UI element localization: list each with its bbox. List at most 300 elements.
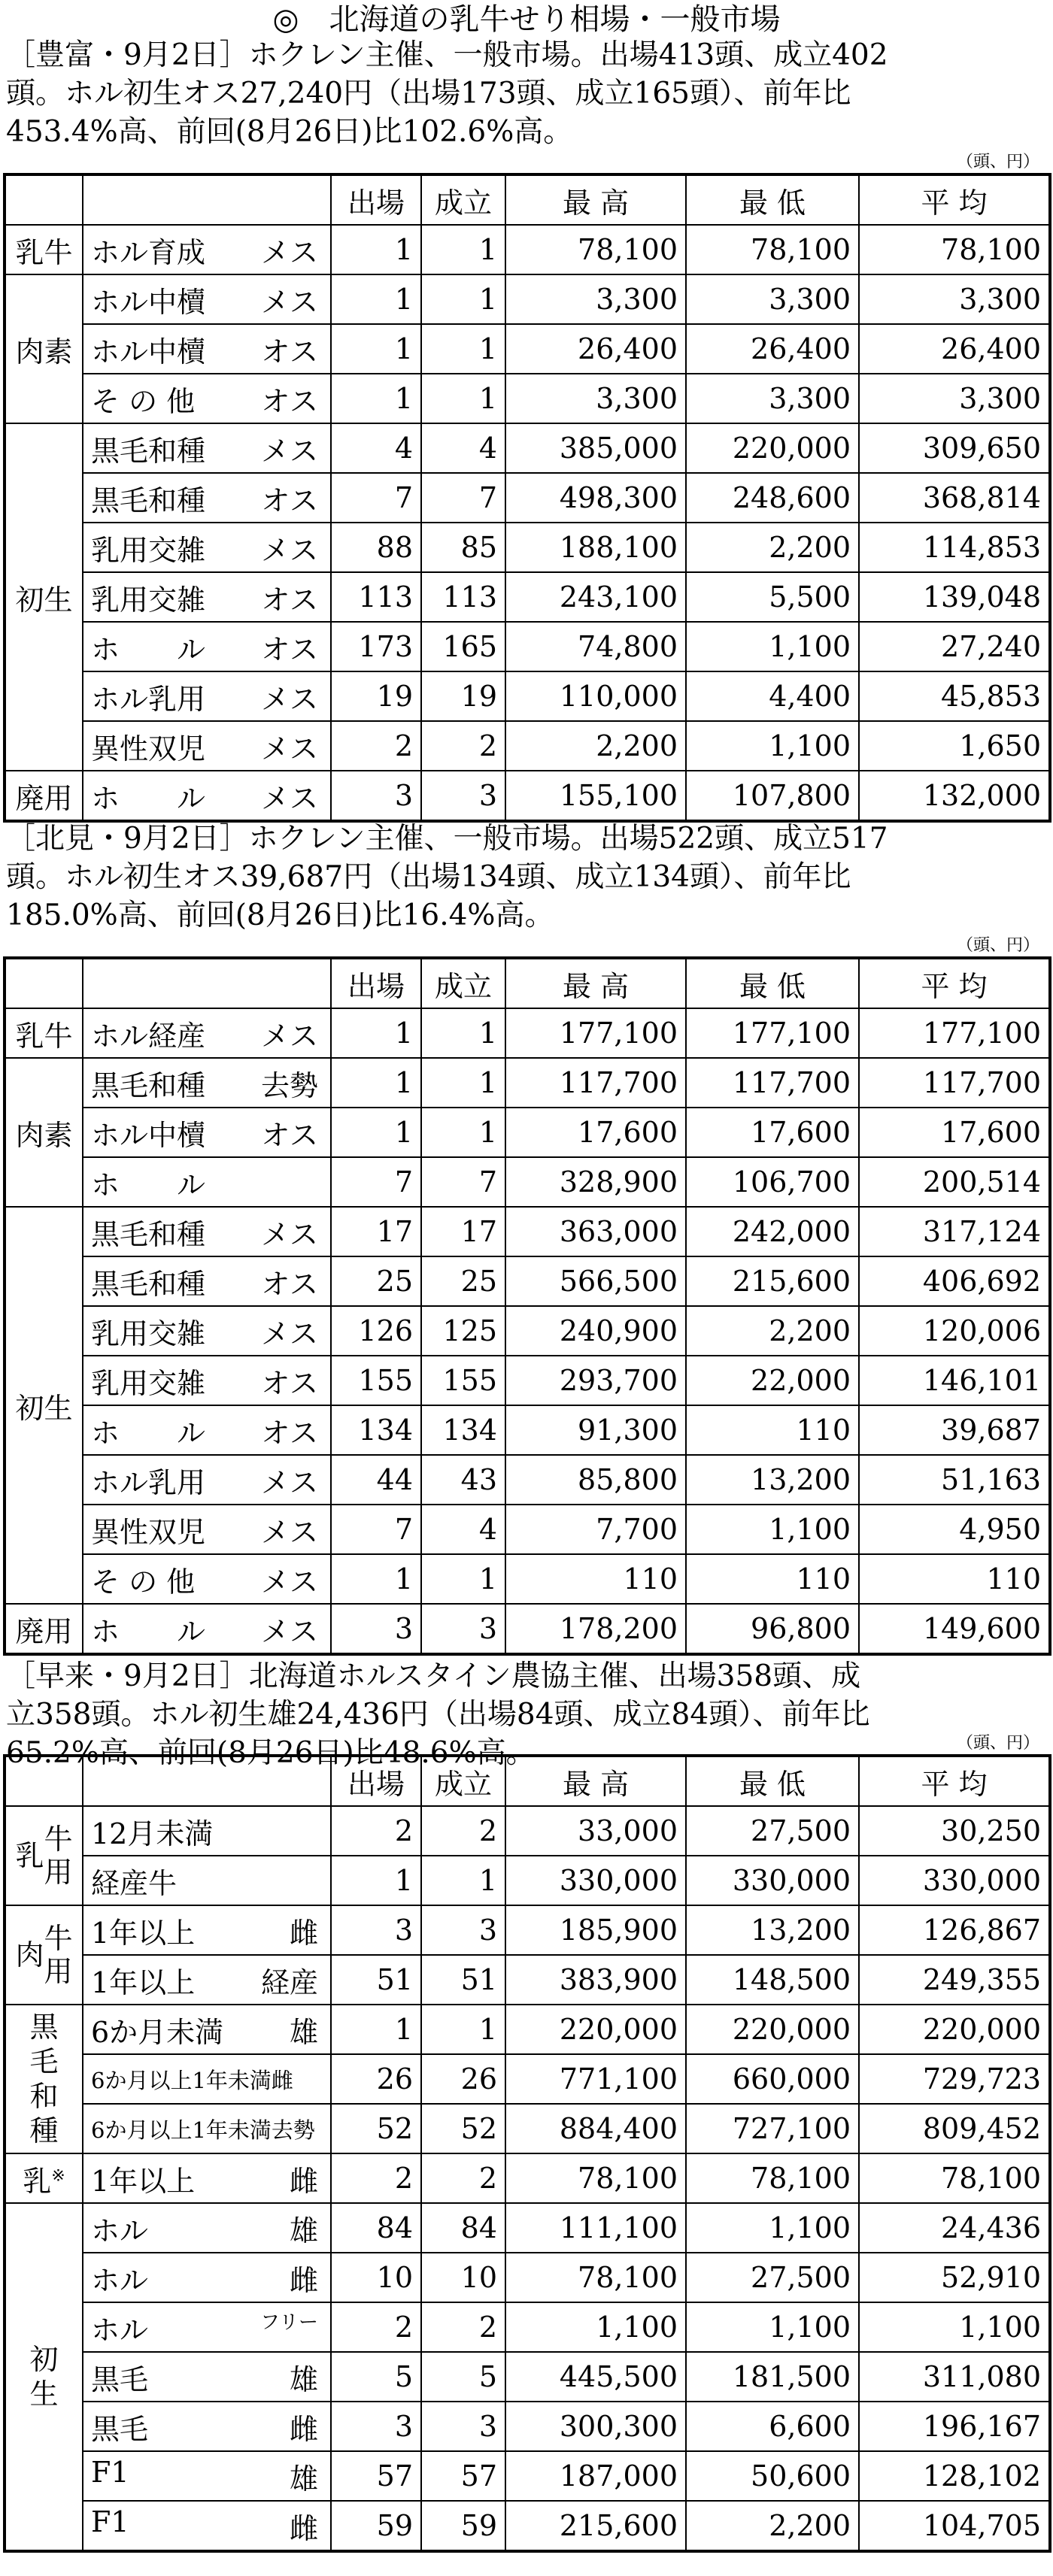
row-label <box>83 2005 331 2054</box>
row-label-sex: メス <box>260 285 318 319</box>
row-label-sex <box>318 2114 323 2144</box>
value-cell: 4,400 <box>686 671 859 721</box>
value-cell: 59 <box>421 2501 505 2551</box>
table-row <box>5 771 1050 821</box>
value-cell: 181,500 <box>686 2352 859 2402</box>
value-cell: 1 <box>331 2005 421 2054</box>
row-label-kind: ホ ル <box>91 632 206 666</box>
table-row <box>5 523 1050 572</box>
value-cell: 215,600 <box>505 2501 686 2551</box>
value-cell: 51 <box>421 1955 505 2005</box>
value-cell: 78,100 <box>686 225 859 274</box>
row-label-sex: 去勢 <box>260 1068 318 1102</box>
value-cell: 188,100 <box>505 523 686 572</box>
value-cell: 566,500 <box>505 1256 686 1306</box>
kitami-intro <box>6 820 1048 935</box>
value-cell: 177,100 <box>686 1008 859 1058</box>
value-cell: 240,900 <box>505 1306 686 1356</box>
value-cell: 2 <box>331 2153 421 2203</box>
value-cell: 5 <box>421 2352 505 2402</box>
value-cell: 96,800 <box>686 1604 859 1654</box>
value-cell: 385,000 <box>505 423 686 473</box>
row-label-kind: 乳用交雑 <box>91 1317 206 1350</box>
value-cell: 126,867 <box>859 1905 1050 1955</box>
value-cell: 104,705 <box>859 2501 1050 2551</box>
value-cell: 17 <box>331 1207 421 1256</box>
row-label-kind: ホル中櫝 <box>91 1118 206 1152</box>
value-cell: 120,006 <box>859 1306 1050 1356</box>
row-label-sex: メス <box>260 1565 318 1599</box>
row-label-sex: 雌 <box>289 2263 318 2297</box>
value-cell: 51 <box>331 1955 421 2005</box>
value-cell: 1 <box>331 1058 421 1108</box>
unit-note: （頭、円） <box>956 936 1039 955</box>
column-header: 平 均 <box>859 958 1050 1008</box>
value-cell: 126 <box>331 1306 421 1356</box>
row-label-kind: 黒毛和種 <box>91 1217 206 1251</box>
row-label <box>83 1356 331 1405</box>
table-row <box>5 1604 1050 1654</box>
toyotomi-intro <box>6 36 1048 151</box>
value-cell: 22,000 <box>686 1356 859 1405</box>
value-cell: 1 <box>331 274 421 324</box>
row-label-sex: オス <box>261 1416 318 1450</box>
row-label <box>83 1058 331 1108</box>
value-cell: 3 <box>421 2402 505 2451</box>
column-header: 最 高 <box>505 174 686 225</box>
column-header: 成立 <box>421 174 505 225</box>
row-label-sex: 雄 <box>289 2462 318 2496</box>
value-cell: 3,300 <box>505 274 686 324</box>
value-cell: 88 <box>331 523 421 572</box>
table-row <box>5 1306 1050 1356</box>
value-cell: 1,100 <box>686 1505 859 1554</box>
value-cell: 1 <box>331 1856 421 1905</box>
table-row <box>5 721 1050 771</box>
row-label-kind: ホル <box>91 2214 149 2247</box>
row-label <box>83 2253 331 2302</box>
value-cell: 24,436 <box>859 2203 1050 2253</box>
value-cell: 78,100 <box>859 225 1050 274</box>
value-cell: 293,700 <box>505 1356 686 1405</box>
value-cell: 3,300 <box>505 374 686 423</box>
table-row <box>5 1955 1050 2005</box>
value-cell: 13,200 <box>686 1905 859 1955</box>
value-cell: 7 <box>331 1157 421 1207</box>
value-cell: 110,000 <box>505 671 686 721</box>
value-cell: 110 <box>686 1405 859 1455</box>
row-label <box>83 423 331 473</box>
value-cell: 19 <box>421 671 505 721</box>
row-label-kind: 1年以上 <box>91 2164 196 2198</box>
category-cell: 廃用 <box>5 1604 83 1654</box>
header-blank <box>83 174 331 225</box>
column-header: 最 低 <box>686 1756 859 1806</box>
table-row <box>5 1806 1050 1856</box>
row-label <box>83 1306 331 1356</box>
category-cell: 肉素 <box>5 1058 83 1207</box>
header-blank <box>83 1756 331 1806</box>
value-cell: 155,100 <box>505 771 686 821</box>
row-label-sex: メス <box>260 235 318 269</box>
value-cell: 177,100 <box>859 1008 1050 1058</box>
row-label <box>83 274 331 324</box>
value-cell: 132,000 <box>859 771 1050 821</box>
row-label <box>83 2451 331 2501</box>
row-label-kind: 6か月未満 <box>91 2015 224 2049</box>
table-row <box>5 1455 1050 1505</box>
header-blank <box>83 958 331 1008</box>
value-cell: 3 <box>331 771 421 821</box>
row-label-kind: 黒毛 <box>91 2412 149 2446</box>
row-label <box>83 1554 331 1604</box>
row-label-sex <box>318 2064 323 2095</box>
value-cell: 44 <box>331 1455 421 1505</box>
column-header: 最 高 <box>505 1756 686 1806</box>
row-label-kind: 黒毛和種 <box>91 434 206 468</box>
page-title: ◎ 北海道の乳牛せり相場・一般市場 <box>272 2 781 37</box>
value-cell: 1,650 <box>859 721 1050 771</box>
value-cell: 117,700 <box>686 1058 859 1108</box>
row-label-kind: ホル育成 <box>91 235 206 269</box>
value-cell: 3,300 <box>859 374 1050 423</box>
value-cell: 78,100 <box>505 225 686 274</box>
row-label <box>83 225 331 274</box>
row-label-sex: オス <box>261 1366 318 1400</box>
row-label-sex: オス <box>261 335 318 368</box>
value-cell: 10 <box>421 2253 505 2302</box>
row-label-sex: メス <box>260 1515 318 1549</box>
value-cell: 17,600 <box>859 1108 1050 1157</box>
row-label-sex: 雌 <box>289 1916 318 1950</box>
row-label-kind: ホル中櫝 <box>91 335 206 368</box>
row-label-kind: 6か月以上1年未満去勢 <box>91 2117 315 2143</box>
value-cell: 3,300 <box>686 374 859 423</box>
table-row <box>5 2402 1050 2451</box>
column-header: 成立 <box>421 1756 505 1806</box>
value-cell: 27,500 <box>686 1806 859 1856</box>
value-cell: 178,200 <box>505 1604 686 1654</box>
row-label-sex <box>318 1811 323 1852</box>
value-cell: 1 <box>421 1058 505 1108</box>
toyotomi-intro-line: ［豊富・9月2日］ホクレン主催、一般市場。出場413頭、成立402 <box>6 38 888 72</box>
value-cell: 91,300 <box>505 1405 686 1455</box>
value-cell: 139,048 <box>859 572 1050 622</box>
row-label-sex: メス <box>260 732 318 765</box>
row-label-sex: フリー <box>260 2311 318 2334</box>
value-cell: 3 <box>331 1905 421 1955</box>
value-cell: 406,692 <box>859 1256 1050 1306</box>
column-header: 平 均 <box>859 1756 1050 1806</box>
row-label-kind: 1年以上 <box>91 1916 196 1950</box>
value-cell: 17,600 <box>505 1108 686 1157</box>
value-cell: 1 <box>421 374 505 423</box>
row-label-sex: オス <box>261 384 318 418</box>
category-cell: 乳牛 <box>5 1008 83 1058</box>
row-label <box>83 1455 331 1505</box>
value-cell: 2 <box>421 1806 505 1856</box>
value-cell: 85,800 <box>505 1455 686 1505</box>
value-cell: 125 <box>421 1306 505 1356</box>
value-cell: 17,600 <box>686 1108 859 1157</box>
value-cell: 113 <box>421 572 505 622</box>
value-cell: 383,900 <box>505 1955 686 2005</box>
value-cell: 1 <box>331 1554 421 1604</box>
column-header: 最 低 <box>686 958 859 1008</box>
value-cell: 309,650 <box>859 423 1050 473</box>
value-cell: 10 <box>331 2253 421 2302</box>
value-cell: 59 <box>331 2501 421 2551</box>
value-cell: 85 <box>421 523 505 572</box>
row-label-sex: 雌 <box>289 2412 318 2446</box>
value-cell: 3 <box>421 1604 505 1654</box>
toyotomi-intro-line: 頭。ホル初生オス27,240円（出場173頭、成立165頭）、前年比 <box>6 77 851 111</box>
value-cell: 187,000 <box>505 2451 686 2501</box>
header-row <box>5 174 1050 225</box>
value-cell: 50,600 <box>686 2451 859 2501</box>
row-label-kind: F1 <box>91 2455 129 2489</box>
row-label-kind: ホ ル <box>91 1614 206 1648</box>
value-cell: 185,900 <box>505 1905 686 1955</box>
value-cell: 5 <box>331 2352 421 2402</box>
row-label-sex: メス <box>260 781 318 815</box>
row-label-kind: 黒毛 <box>91 2362 149 2396</box>
row-label <box>83 572 331 622</box>
value-cell: 4 <box>421 1505 505 1554</box>
category-cell: 肉 牛 用 <box>5 1905 83 2005</box>
value-cell: 25 <box>331 1256 421 1306</box>
table-row <box>5 671 1050 721</box>
value-cell: 113 <box>331 572 421 622</box>
row-label-sex: メス <box>260 1614 318 1648</box>
row-label-kind: ホ ル <box>91 781 206 815</box>
row-label-sex: 経産 <box>260 1965 318 1999</box>
value-cell: 2 <box>331 2302 421 2352</box>
value-cell: 2 <box>421 2153 505 2203</box>
value-cell: 1 <box>331 374 421 423</box>
value-cell: 110 <box>859 1554 1050 1604</box>
value-cell: 4 <box>421 423 505 473</box>
row-label <box>83 721 331 771</box>
row-label-sex: メス <box>260 533 318 567</box>
value-cell: 1 <box>421 225 505 274</box>
value-cell: 52 <box>331 2104 421 2153</box>
value-cell: 3 <box>331 2402 421 2451</box>
value-cell: 78,100 <box>686 2153 859 2203</box>
value-cell: 1 <box>331 1108 421 1157</box>
value-cell: 3,300 <box>859 274 1050 324</box>
table-row <box>5 473 1050 523</box>
column-header: 出場 <box>331 1756 421 1806</box>
table-row <box>5 622 1050 671</box>
table-row <box>5 1157 1050 1207</box>
value-cell: 4 <box>331 423 421 473</box>
value-cell: 1,100 <box>859 2302 1050 2352</box>
value-cell: 2,200 <box>686 523 859 572</box>
value-cell: 1 <box>331 324 421 374</box>
table-row <box>5 1905 1050 1955</box>
value-cell: 220,000 <box>686 2005 859 2054</box>
row-label <box>83 2054 331 2104</box>
row-label <box>83 1806 331 1856</box>
row-label <box>83 473 331 523</box>
row-label-sex: 雄 <box>289 2362 318 2396</box>
row-label <box>83 1157 331 1207</box>
row-label-kind: 黒毛和種 <box>91 1267 206 1301</box>
table-row <box>5 1505 1050 1554</box>
row-label <box>83 1207 331 1256</box>
value-cell: 33,000 <box>505 1806 686 1856</box>
value-cell: 1,100 <box>686 622 859 671</box>
row-label-sex: オス <box>261 632 318 666</box>
table-row <box>5 2203 1050 2253</box>
value-cell: 1,100 <box>686 2302 859 2352</box>
value-cell: 220,000 <box>686 423 859 473</box>
value-cell: 1 <box>331 225 421 274</box>
table-row <box>5 423 1050 473</box>
value-cell: 729,723 <box>859 2054 1050 2104</box>
value-cell: 1,100 <box>505 2302 686 2352</box>
value-cell: 52,910 <box>859 2253 1050 2302</box>
value-cell: 107,800 <box>686 771 859 821</box>
category-cell: 廃用 <box>5 771 83 821</box>
row-label <box>83 1905 331 1955</box>
row-label-sex: オス <box>261 1118 318 1152</box>
row-label <box>83 1955 331 2005</box>
column-header: 平 均 <box>859 174 1050 225</box>
column-header: 出場 <box>331 958 421 1008</box>
row-label-kind: 乳用交雑 <box>91 583 206 617</box>
value-cell: 26,400 <box>686 324 859 374</box>
value-cell: 1 <box>421 1008 505 1058</box>
category-cell: 乳牛 <box>5 225 83 274</box>
value-cell: 249,355 <box>859 1955 1050 2005</box>
value-cell: 311,080 <box>859 2352 1050 2402</box>
value-cell: 220,000 <box>859 2005 1050 2054</box>
row-label-sex: 雌 <box>289 2164 318 2198</box>
value-cell: 2 <box>421 2302 505 2352</box>
value-cell: 110 <box>505 1554 686 1604</box>
row-label-sex: メス <box>260 1019 318 1053</box>
value-cell: 1,100 <box>686 2203 859 2253</box>
value-cell: 243,100 <box>505 572 686 622</box>
value-cell: 2,200 <box>505 721 686 771</box>
value-cell: 5,500 <box>686 572 859 622</box>
value-cell: 26,400 <box>859 324 1050 374</box>
value-cell: 114,853 <box>859 523 1050 572</box>
row-label-kind: そ の 他 <box>91 1565 196 1599</box>
value-cell: 106,700 <box>686 1157 859 1207</box>
table-row <box>5 1554 1050 1604</box>
toyotomi-table <box>3 173 1051 823</box>
row-label-kind: 異性双児 <box>91 1515 206 1549</box>
table-row <box>5 2153 1050 2203</box>
unit-note: （頭、円） <box>956 1734 1039 1753</box>
row-label-sex: メス <box>260 1317 318 1350</box>
table-row <box>5 1207 1050 1256</box>
row-label <box>83 771 331 821</box>
table-row <box>5 274 1050 324</box>
row-label <box>83 2104 331 2153</box>
table-row <box>5 1108 1050 1157</box>
table-row <box>5 1356 1050 1405</box>
row-label <box>83 2203 331 2253</box>
header-row <box>5 1756 1050 1806</box>
row-label <box>83 671 331 721</box>
value-cell: 3 <box>421 1905 505 1955</box>
row-label-kind: ホル <box>91 2313 149 2347</box>
value-cell: 330,000 <box>859 1856 1050 1905</box>
unit-note: （頭、円） <box>956 153 1039 171</box>
value-cell: 173 <box>331 622 421 671</box>
value-cell: 1 <box>421 324 505 374</box>
hayakita-intro-line: 立358頭。ホル初生雄24,436円（出場84頭、成立84頭）、前年比 <box>6 1698 870 1732</box>
row-label <box>83 1604 331 1654</box>
row-label <box>83 374 331 423</box>
row-label-sex: メス <box>260 1217 318 1251</box>
category-cell: 肉素 <box>5 274 83 423</box>
hayakita-table <box>3 1754 1051 2553</box>
row-label-sex <box>318 1860 323 1902</box>
value-cell: 300,300 <box>505 2402 686 2451</box>
value-cell: 57 <box>421 2451 505 2501</box>
value-cell: 148,500 <box>686 1955 859 2005</box>
table-row <box>5 2352 1050 2402</box>
category-cell: 初生 <box>5 1207 83 1604</box>
category-cell: 黒 毛 和 種 <box>5 2005 83 2153</box>
category-cell: 初 生 <box>5 2203 83 2551</box>
value-cell: 3 <box>421 771 505 821</box>
value-cell: 78,100 <box>505 2253 686 2302</box>
value-cell: 328,900 <box>505 1157 686 1207</box>
value-cell: 3,300 <box>686 274 859 324</box>
value-cell: 84 <box>421 2203 505 2253</box>
column-header: 最 高 <box>505 958 686 1008</box>
value-cell: 660,000 <box>686 2054 859 2104</box>
table-row <box>5 2104 1050 2153</box>
row-label-sex: メス <box>260 434 318 468</box>
value-cell: 26 <box>331 2054 421 2104</box>
value-cell: 330,000 <box>505 1856 686 1905</box>
category-cell: 乳 牛 用 <box>5 1806 83 1905</box>
value-cell: 7 <box>421 1157 505 1207</box>
row-label-sex: オス <box>261 583 318 617</box>
row-label <box>83 1405 331 1455</box>
value-cell: 111,100 <box>505 2203 686 2253</box>
table-row <box>5 2054 1050 2104</box>
value-cell: 7 <box>331 1505 421 1554</box>
value-cell: 498,300 <box>505 473 686 523</box>
table-row <box>5 572 1050 622</box>
value-cell: 30,250 <box>859 1806 1050 1856</box>
value-cell: 26,400 <box>505 324 686 374</box>
column-header: 出場 <box>331 174 421 225</box>
value-cell: 727,100 <box>686 2104 859 2153</box>
value-cell: 2 <box>331 1806 421 1856</box>
value-cell: 57 <box>331 2451 421 2501</box>
table-row <box>5 374 1050 423</box>
value-cell: 1 <box>421 1554 505 1604</box>
value-cell: 117,700 <box>505 1058 686 1108</box>
row-label <box>83 1856 331 1905</box>
category-cell: 初生 <box>5 423 83 771</box>
row-label <box>83 523 331 572</box>
value-cell: 1,100 <box>686 721 859 771</box>
value-cell: 6,600 <box>686 2402 859 2451</box>
value-cell: 7,700 <box>505 1505 686 1554</box>
row-label <box>83 2352 331 2402</box>
row-label-kind: 黒毛和種 <box>91 1068 206 1102</box>
